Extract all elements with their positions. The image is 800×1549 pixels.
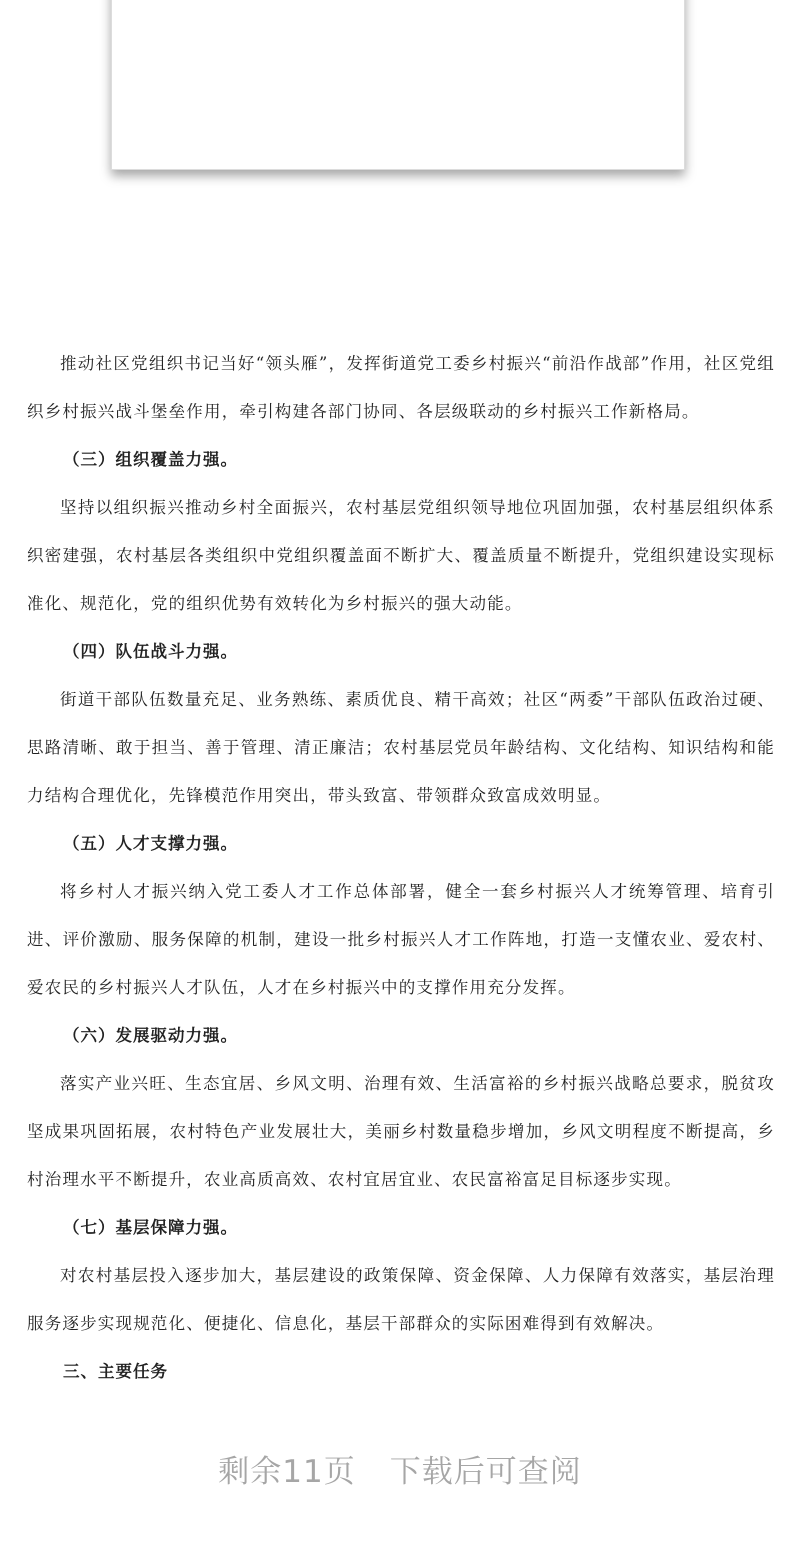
heading-team-strength: （四）队伍战斗力强。 xyxy=(63,642,238,661)
remaining-pages-banner[interactable] xyxy=(0,1446,800,1491)
paragraph-grassroots-guarantee: 对农村基层投入逐步加大，基层建设的政策保障、资金保障、人力保障有效落实，基层治理服务逐步实现规范化、便捷化、信息化，基层干部群众的实际困难得到有效解决。 xyxy=(27,1266,775,1333)
heading-grassroots-guarantee: （七）基层保障力强。 xyxy=(63,1218,238,1237)
remaining-pages-label: 剩余11页 xyxy=(218,1454,356,1490)
heading-main-tasks: 三、主要任务 xyxy=(63,1362,168,1381)
document-body xyxy=(27,340,775,1396)
paragraph-development-drive: 落实产业兴旺、生态宜居、乡风文明、治理有效、生活富裕的乡村振兴战略总要求，脱贫攻坚成果巩固拓展，农村特色产业发展壮大，美丽乡村数量稳步增加，乡风文明程度不断提高，乡村治理水平不断提升，农业高质高效、农村宜居宜业、农民富裕富足目标逐步实现。 xyxy=(27,1074,775,1189)
previous-page-card xyxy=(111,0,685,170)
previous-page-fragment xyxy=(182,0,302,3)
heading-organization-coverage: （三）组织覆盖力强。 xyxy=(63,450,238,469)
heading-development-drive: （六）发展驱动力强。 xyxy=(63,1026,238,1045)
download-to-read-label: 下载后可查阅 xyxy=(389,1454,582,1490)
paragraph-team-strength: 街道干部队伍数量充足、业务熟练、素质优良、精干高效；社区“两委”干部队伍政治过硬、思路清晰、敢于担当、善于管理、清正廉洁；农村基层党员年龄结构、文化结构、知识结构和能力结构合理优化，先锋模范作用突出，带头致富、带领群众致富成效明显。 xyxy=(27,690,775,805)
paragraph-leadership: 推动社区党组织书记当好“领头雁”，发挥街道党工委乡村振兴“前沿作战部”作用，社区党组织乡村振兴战斗堡垒作用，牵引构建各部门协同、各层级联动的乡村振兴工作新格局。 xyxy=(27,354,775,421)
paragraph-talent-support: 将乡村人才振兴纳入党工委人才工作总体部署，健全一套乡村振兴人才统筹管理、培育引进、评价激励、服务保障的机制，建设一批乡村振兴人才工作阵地，打造一支懂农业、爱农村、爱农民的乡村振兴人才队伍，人才在乡村振兴中的支撑作用充分发挥。 xyxy=(27,882,775,997)
paragraph-organization-coverage: 坚持以组织振兴推动乡村全面振兴，农村基层党组织领导地位巩固加强，农村基层组织体系织密建强，农村基层各类组织中党组织覆盖面不断扩大、覆盖质量不断提升，党组织建设实现标准化、规范化，党的组织优势有效转化为乡村振兴的强大动能。 xyxy=(27,498,775,613)
heading-talent-support: （五）人才支撑力强。 xyxy=(63,834,238,853)
